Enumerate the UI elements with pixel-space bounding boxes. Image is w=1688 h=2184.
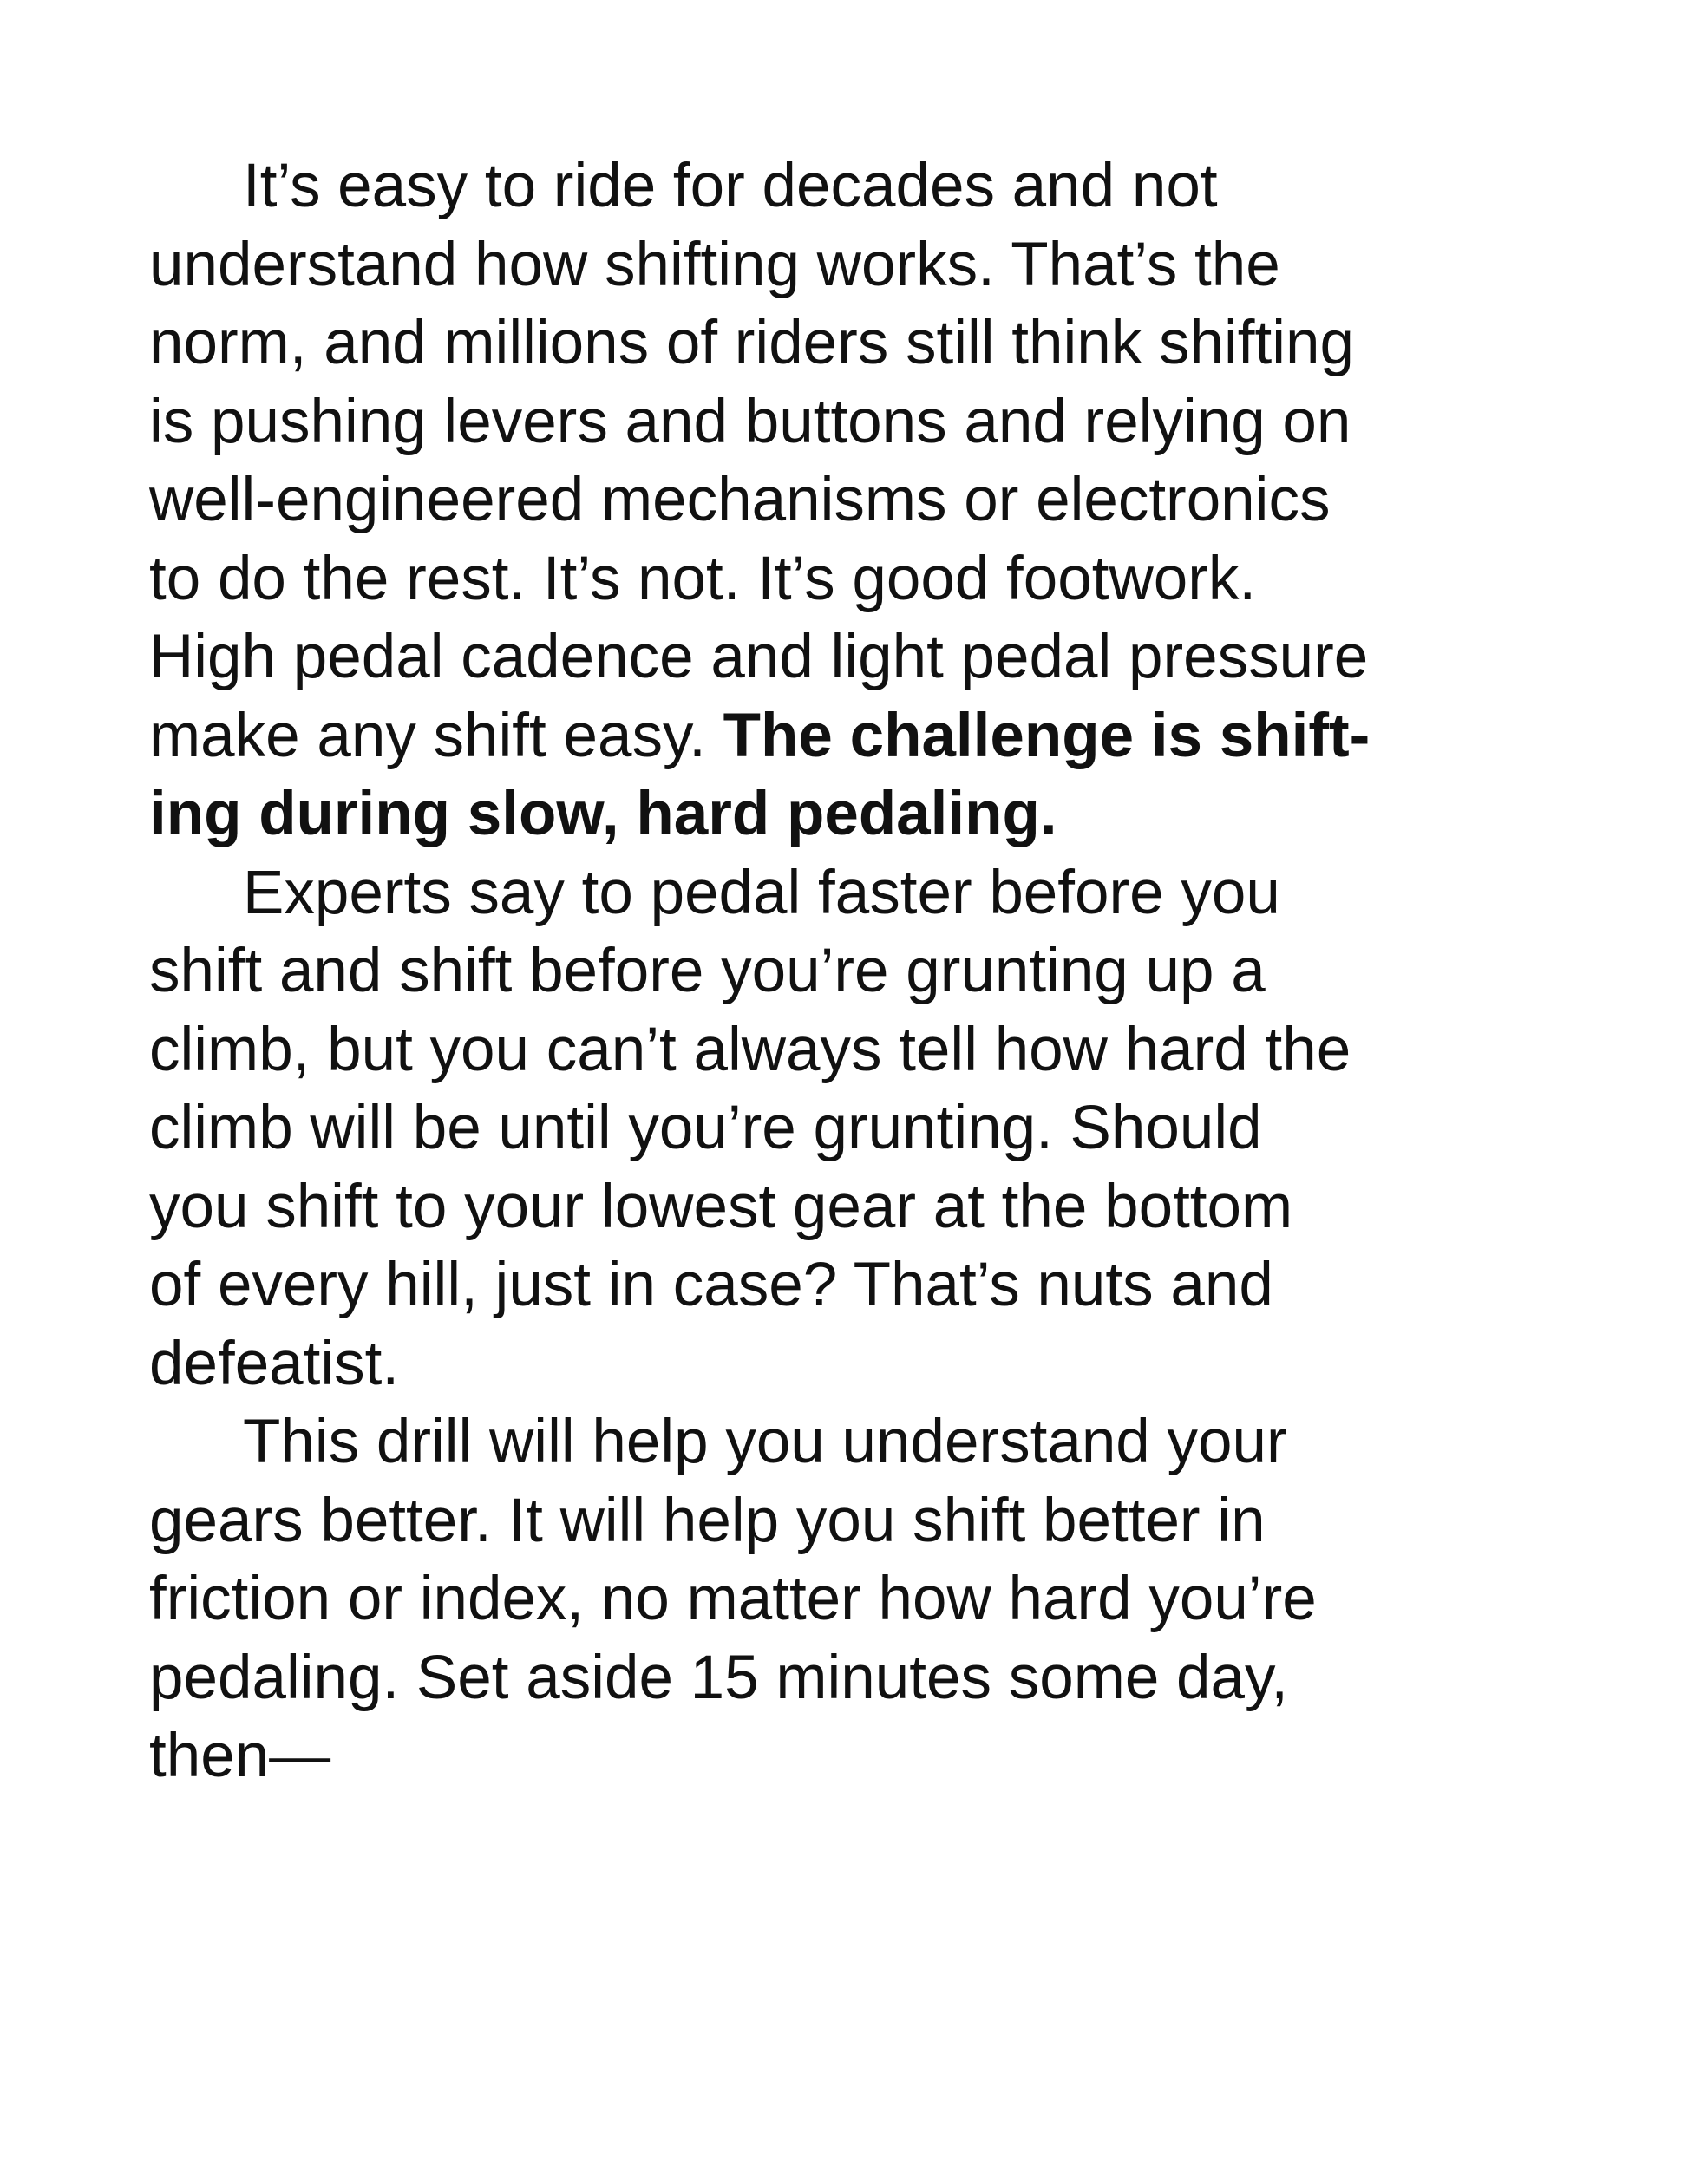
text-segment: This drill will help you understand your — [243, 1408, 1287, 1476]
text-line — [149, 1089, 1554, 1168]
text-line — [149, 1168, 1554, 1247]
text-line — [149, 1403, 1554, 1482]
text-line — [149, 1325, 1554, 1404]
text-line — [149, 1246, 1554, 1325]
text-segment: It’s easy to ride for decades and not — [243, 152, 1218, 220]
text-segment: climb will be until you’re grunting. Should — [149, 1094, 1262, 1162]
text-line — [149, 461, 1554, 540]
bold-text-segment: ing during slow, hard pedaling. — [149, 780, 1057, 848]
text-line — [149, 1482, 1554, 1561]
body-text — [149, 147, 1554, 1796]
text-line — [149, 854, 1554, 933]
text-line — [149, 932, 1554, 1011]
text-line — [149, 1560, 1554, 1639]
text-segment: understand how shifting works. That’s the — [149, 230, 1280, 299]
text-segment: Experts say to pedal faster before you — [243, 858, 1280, 927]
text-segment: then— — [149, 1722, 331, 1790]
text-line — [149, 1011, 1554, 1090]
text-segment: well-engineered mechanisms or electronics — [149, 466, 1331, 534]
bold-text-segment: The challenge is shift- — [723, 701, 1371, 770]
text-segment: make any shift easy. — [149, 701, 723, 770]
text-line — [149, 147, 1554, 226]
text-segment: climb, but you can’t always tell how hard the — [149, 1015, 1351, 1084]
text-line — [149, 304, 1554, 383]
text-line — [149, 383, 1554, 462]
text-segment: pedaling. Set aside 15 minutes some day, — [149, 1643, 1288, 1712]
text-line — [149, 775, 1554, 854]
paragraph — [149, 147, 1554, 854]
text-line — [149, 618, 1554, 697]
text-segment: defeatist. — [149, 1329, 400, 1398]
text-line — [149, 226, 1554, 305]
text-segment: is pushing levers and buttons and relying on — [149, 387, 1351, 456]
paragraph — [149, 854, 1554, 1404]
text-segment: of every hill, just in case? That’s nuts and — [149, 1251, 1273, 1319]
text-segment: friction or index, no matter how hard you’re — [149, 1565, 1317, 1633]
text-segment: you shift to your lowest gear at the bottom — [149, 1172, 1293, 1241]
paragraph — [149, 1403, 1554, 1796]
text-line — [149, 1639, 1554, 1718]
text-segment: norm, and millions of riders still think shifting — [149, 309, 1354, 377]
text-line — [149, 1717, 1554, 1796]
text-line — [149, 540, 1554, 619]
text-line — [149, 697, 1554, 776]
text-segment: gears better. It will help you shift better in — [149, 1486, 1266, 1555]
text-segment: shift and shift before you’re grunting up a — [149, 937, 1266, 1005]
text-segment: to do the rest. It’s not. It’s good footwork. — [149, 544, 1257, 613]
text-segment: High pedal cadence and light pedal pressure — [149, 623, 1369, 691]
